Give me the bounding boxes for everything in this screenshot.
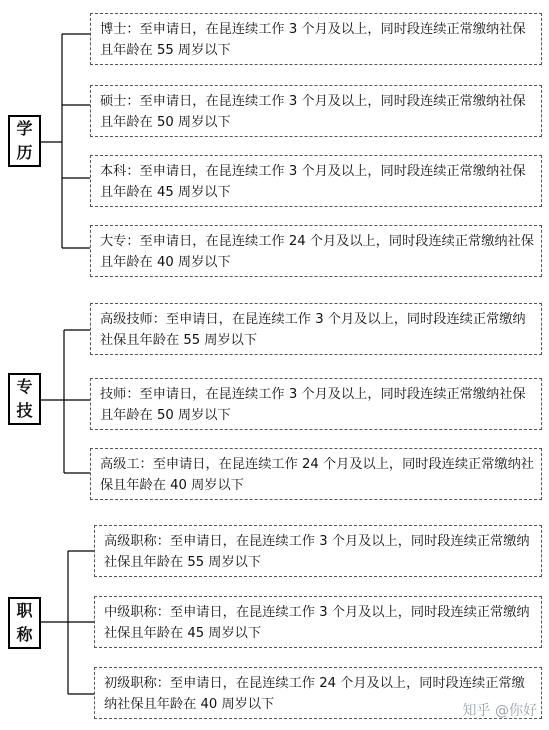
requirement-senior-worker: 高级工：至申请日，在昆连续工作 24 个月及以上，同时段连续正常缴纳社保且年龄在 40 周岁以下 (90, 448, 542, 500)
requirement-technician: 技师：至申请日，在昆连续工作 3 个月及以上，同时段连续正常缴纳社保且年龄在 50 周岁以下 (90, 378, 542, 430)
category-title (8, 597, 41, 649)
requirement-doctorate: 博士：至申请日，在昆连续工作 3 个月及以上，同时段连续正常缴纳社保且年龄在 55 周岁以下 (90, 13, 542, 65)
watermark: 知乎 @你好 (462, 703, 537, 719)
category-professional-skill (8, 373, 41, 425)
category-char: 专 (16, 377, 33, 396)
requirement-bachelor: 本科：至申请日，在昆连续工作 3 个月及以上，同时段连续正常缴纳社保且年龄在 45 周岁以下 (90, 155, 542, 207)
requirement-senior-title: 高级职称：至申请日，在昆连续工作 3 个月及以上，同时段连续正常缴纳社保且年龄在 55 周岁以下 (94, 525, 542, 577)
category-char: 职 (16, 601, 33, 620)
category-char: 学 (16, 119, 33, 138)
category-char: 技 (16, 401, 33, 420)
category-education (8, 115, 41, 167)
requirement-associate: 大专：至申请日，在昆连续工作 24 个月及以上，同时段连续正常缴纳社保且年龄在 40 周岁以下 (90, 225, 542, 277)
category-char: 历 (16, 143, 33, 162)
requirement-senior-technician: 高级技师：至申请日，在昆连续工作 3 个月及以上，同时段连续正常缴纳社保且年龄在 55 周岁以下 (90, 303, 542, 355)
requirement-junior-title: 初级职称：至申请日，在昆连续工作 24 个月及以上，同时段连续正常缴纳社保且年龄在 40 周岁以下 (94, 667, 542, 719)
requirement-master: 硕士：至申请日，在昆连续工作 3 个月及以上，同时段连续正常缴纳社保且年龄在 50 周岁以下 (90, 85, 542, 137)
category-char: 称 (16, 625, 33, 644)
requirement-intermediate-title: 中级职称：至申请日，在昆连续工作 3 个月及以上，同时段连续正常缴纳社保且年龄在 45 周岁以下 (94, 596, 542, 648)
